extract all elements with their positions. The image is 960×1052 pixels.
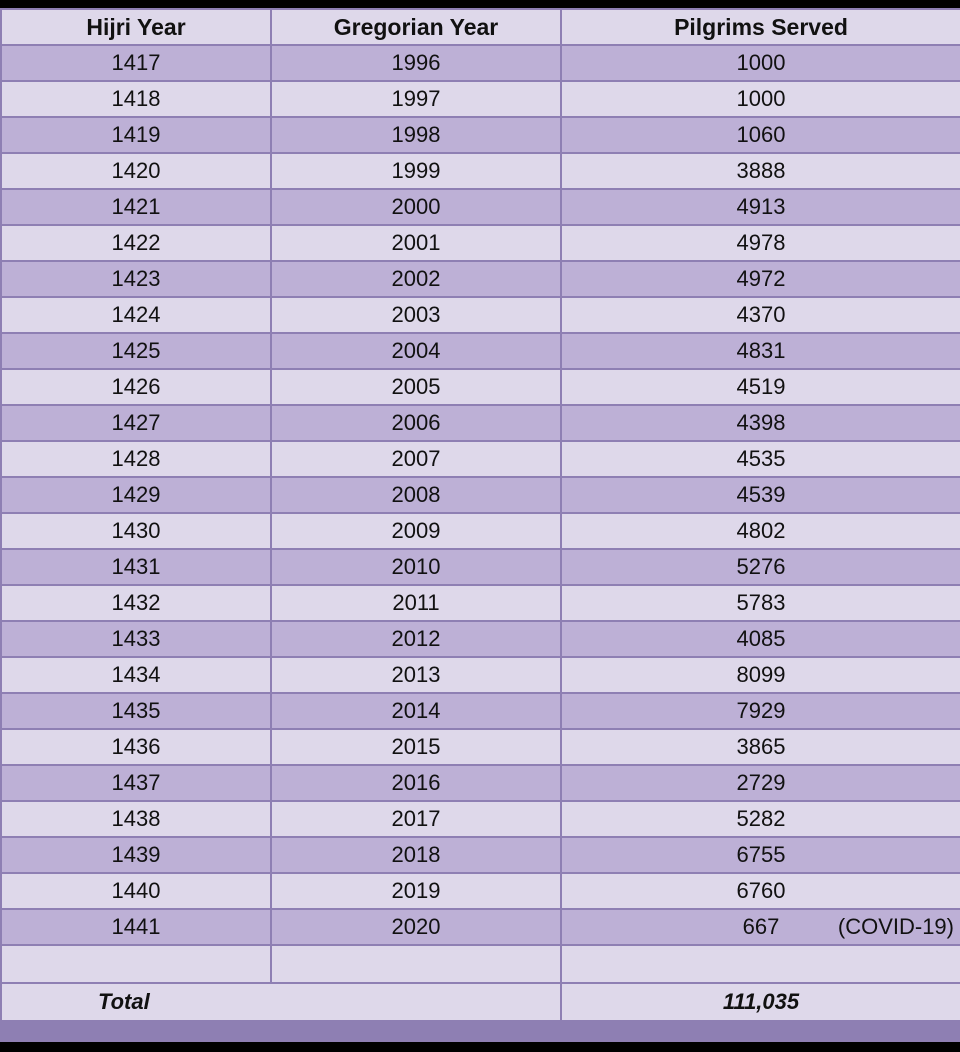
gregorian-year-cell: 1996 (271, 45, 561, 81)
pilgrims-value: 5783 (736, 590, 786, 615)
table-row (1, 261, 960, 297)
gregorian-year-cell: 2008 (271, 477, 561, 513)
table-row (1, 45, 960, 81)
hijri-year-cell: 1424 (1, 297, 271, 333)
hijri-year-cell: 1419 (1, 117, 271, 153)
table-row (1, 153, 960, 189)
table-row (1, 873, 960, 909)
table-row (1, 585, 960, 621)
pilgrims-value: 7929 (736, 698, 786, 723)
gregorian-year-cell: 2004 (271, 333, 561, 369)
gregorian-year-cell: 2000 (271, 189, 561, 225)
pilgrims-served-cell (561, 117, 960, 153)
blank-cell (271, 945, 561, 983)
hijri-year-cell: 1437 (1, 765, 271, 801)
pilgrims-served-cell (561, 765, 960, 801)
hijri-year-cell: 1433 (1, 621, 271, 657)
table-header-row (1, 9, 960, 45)
hijri-year-cell: 1432 (1, 585, 271, 621)
hijri-year-cell: 1431 (1, 549, 271, 585)
pilgrims-served-cell (561, 693, 960, 729)
hijri-year-cell: 1429 (1, 477, 271, 513)
pilgrims-value: 1000 (736, 86, 786, 111)
hijri-year-cell: 1439 (1, 837, 271, 873)
gregorian-year-cell: 2006 (271, 405, 561, 441)
pilgrims-value: 4802 (736, 518, 786, 543)
gregorian-year-cell: 2009 (271, 513, 561, 549)
hijri-year-cell: 1434 (1, 657, 271, 693)
pilgrims-served-cell (561, 477, 960, 513)
pilgrims-served-cell (561, 441, 960, 477)
pilgrims-value: 4398 (736, 410, 786, 435)
hijri-year-cell: 1418 (1, 81, 271, 117)
pilgrims-served-cell (561, 837, 960, 873)
table-row (1, 441, 960, 477)
pilgrims-value: 6760 (736, 878, 786, 903)
gregorian-year-cell: 2005 (271, 369, 561, 405)
pilgrims-served-cell (561, 549, 960, 585)
pilgrims-served-cell (561, 153, 960, 189)
table-row (1, 405, 960, 441)
pilgrims-served-cell (561, 405, 960, 441)
gregorian-year-cell: 2010 (271, 549, 561, 585)
pilgrims-value: 4539 (736, 482, 786, 507)
table-row (1, 81, 960, 117)
pilgrims-value: 4535 (736, 446, 786, 471)
gregorian-year-cell: 1999 (271, 153, 561, 189)
pilgrims-value: 4972 (736, 266, 786, 291)
pilgrims-served-cell (561, 261, 960, 297)
pilgrims-table-container (0, 8, 960, 1042)
pilgrims-value: 4519 (736, 374, 786, 399)
table-row (1, 369, 960, 405)
gregorian-year-cell: 2014 (271, 693, 561, 729)
gregorian-year-cell: 2012 (271, 621, 561, 657)
gregorian-year-cell: 2013 (271, 657, 561, 693)
blank-cell (1, 945, 271, 983)
gregorian-year-cell: 2007 (271, 441, 561, 477)
gregorian-year-cell: 2015 (271, 729, 561, 765)
pilgrims-served-cell (561, 225, 960, 261)
table-row (1, 621, 960, 657)
gregorian-year-cell: 2001 (271, 225, 561, 261)
hijri-year-cell: 1421 (1, 189, 271, 225)
header-pilgrims-served: Pilgrims Served (561, 9, 960, 45)
pilgrims-table (0, 8, 960, 1022)
pilgrims-served-cell (561, 729, 960, 765)
pilgrims-value: 8099 (736, 662, 786, 687)
gregorian-year-cell: 2003 (271, 297, 561, 333)
blank-row (1, 945, 960, 983)
gregorian-year-cell: 2011 (271, 585, 561, 621)
pilgrims-value: 3888 (736, 158, 786, 183)
hijri-year-cell: 1423 (1, 261, 271, 297)
pilgrims-served-cell (561, 909, 960, 945)
pilgrims-served-cell (561, 585, 960, 621)
table-row (1, 189, 960, 225)
pilgrims-served-cell (561, 297, 960, 333)
pilgrims-served-cell (561, 45, 960, 81)
pilgrims-served-cell (561, 657, 960, 693)
pilgrims-served-cell (561, 189, 960, 225)
pilgrims-value: 4913 (736, 194, 786, 219)
hijri-year-cell: 1441 (1, 909, 271, 945)
pilgrims-served-cell (561, 801, 960, 837)
hijri-year-cell: 1426 (1, 369, 271, 405)
hijri-year-cell: 1435 (1, 693, 271, 729)
hijri-year-cell: 1422 (1, 225, 271, 261)
header-hijri-year: Hijri Year (1, 9, 271, 45)
pilgrims-value: 4370 (736, 302, 786, 327)
hijri-year-cell: 1428 (1, 441, 271, 477)
gregorian-year-cell: 2018 (271, 837, 561, 873)
gregorian-year-cell: 2020 (271, 909, 561, 945)
pilgrims-value: 6755 (736, 842, 786, 867)
gregorian-year-cell: 1998 (271, 117, 561, 153)
pilgrims-value: 5276 (736, 554, 786, 579)
pilgrims-value: 3865 (736, 734, 786, 759)
table-row (1, 837, 960, 873)
pilgrims-served-cell (561, 369, 960, 405)
gregorian-year-cell: 2017 (271, 801, 561, 837)
pilgrims-value: 4085 (736, 626, 786, 651)
table-row (1, 333, 960, 369)
pilgrims-value: 2729 (736, 770, 786, 795)
table-row (1, 765, 960, 801)
gregorian-year-cell: 2002 (271, 261, 561, 297)
table-row (1, 477, 960, 513)
blank-cell (561, 945, 960, 983)
table-row (1, 729, 960, 765)
pilgrims-served-cell (561, 873, 960, 909)
pilgrims-served-cell (561, 513, 960, 549)
table-body (1, 45, 960, 1021)
hijri-year-cell: 1430 (1, 513, 271, 549)
total-row (1, 983, 960, 1021)
hijri-year-cell: 1420 (1, 153, 271, 189)
pilgrims-served-cell (561, 621, 960, 657)
table-row (1, 513, 960, 549)
table-row (1, 297, 960, 333)
pilgrims-value: 1000 (736, 50, 786, 75)
pilgrims-value: 5282 (736, 806, 786, 831)
table-row (1, 549, 960, 585)
total-value: 111,035 (561, 983, 960, 1021)
pilgrims-served-cell (561, 81, 960, 117)
pilgrims-value: 4831 (736, 338, 786, 363)
gregorian-year-cell: 1997 (271, 81, 561, 117)
gregorian-year-cell: 2016 (271, 765, 561, 801)
pilgrims-note: (COVID-19) (837, 914, 954, 939)
hijri-year-cell: 1425 (1, 333, 271, 369)
table-row (1, 225, 960, 261)
hijri-year-cell: 1438 (1, 801, 271, 837)
hijri-year-cell: 1427 (1, 405, 271, 441)
table-row (1, 693, 960, 729)
table-row (1, 801, 960, 837)
hijri-year-cell: 1417 (1, 45, 271, 81)
header-gregorian-year: Gregorian Year (271, 9, 561, 45)
hijri-year-cell: 1436 (1, 729, 271, 765)
total-label: Total (1, 983, 561, 1021)
pilgrims-value: 667 (742, 914, 780, 939)
pilgrims-value: 4978 (736, 230, 786, 255)
table-row (1, 117, 960, 153)
hijri-year-cell: 1440 (1, 873, 271, 909)
pilgrims-value: 1060 (736, 122, 786, 147)
gregorian-year-cell: 2019 (271, 873, 561, 909)
table-row (1, 657, 960, 693)
pilgrims-served-cell (561, 333, 960, 369)
table-row (1, 909, 960, 945)
